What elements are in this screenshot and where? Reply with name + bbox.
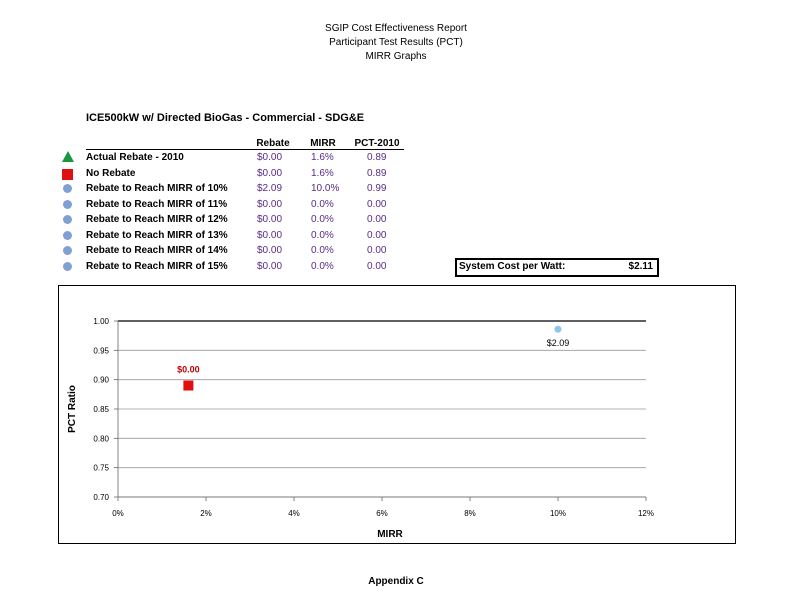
row-pct-value: 0.00 — [367, 198, 387, 210]
data-point-square — [183, 381, 193, 391]
row-pct-value: 0.89 — [367, 152, 387, 163]
y-tick-label: 0.75 — [93, 463, 109, 473]
row-pct-value: 0.00 — [367, 245, 387, 256]
row-pct-value: 0.89 — [367, 167, 387, 179]
row-rebate-value: $0.00 — [257, 229, 283, 241]
y-tick-label: 0.85 — [93, 405, 109, 414]
x-tick-label: 6% — [376, 509, 388, 518]
report-title-line-1: SGIP Cost Effectiveness Report — [325, 23, 467, 34]
row-rebate-value: $0.00 — [257, 214, 283, 225]
x-axis-title: MIRR — [377, 529, 403, 540]
row-mirr-value: 0.0% — [311, 214, 334, 225]
row-label: Actual Rebate - 2010 — [86, 152, 184, 163]
row-label: Rebate to Reach MIRR of 13% — [86, 229, 228, 241]
row-mirr-value: 0.0% — [311, 245, 334, 256]
row-rebate-value: $0.00 — [257, 245, 283, 256]
row-mirr-value: 1.6% — [311, 152, 334, 163]
header-pct: PCT-2010 — [354, 138, 400, 149]
row-mirr-value: 1.6% — [311, 167, 334, 179]
row-rebate-value: $2.09 — [257, 183, 283, 194]
y-tick-label: 0.70 — [93, 493, 109, 502]
x-tick-label: 0% — [112, 509, 124, 518]
x-tick-label: 2% — [200, 509, 212, 518]
system-cost-value: $2.11 — [628, 261, 653, 272]
row-label: Rebate to Reach MIRR of 10% — [86, 183, 228, 194]
report-title-line-2: Participant Test Results (PCT) — [329, 37, 463, 48]
row-mirr-value: 0.0% — [311, 229, 334, 241]
x-tick-label: 8% — [464, 509, 476, 518]
x-tick-label: 12% — [637, 509, 655, 518]
row-rebate-value: $0.00 — [257, 260, 283, 272]
report-title-line-3: MIRR Graphs — [365, 51, 427, 62]
row-rebate-value: $0.00 — [257, 198, 283, 210]
x-tick-label: 4% — [288, 509, 300, 518]
row-mirr-value: 10.0% — [311, 183, 340, 194]
row-pct-value: 0.99 — [367, 183, 387, 194]
row-label: Rebate to Reach MIRR of 15% — [86, 260, 228, 272]
row-label: No Rebate — [86, 167, 136, 179]
data-point-circle — [555, 326, 562, 333]
row-label: Rebate to Reach MIRR of 14% — [86, 245, 228, 256]
header-rebate: Rebate — [256, 138, 290, 149]
row-label: Rebate to Reach MIRR of 11% — [86, 198, 228, 210]
row-mirr-value: 0.0% — [311, 260, 334, 272]
chart-subtitle: ICE500kW w/ Directed BioGas - Commercial - SDG&E — [86, 112, 365, 124]
data-point-label: $0.00 — [177, 364, 200, 375]
row-mirr-value: 0.0% — [311, 198, 334, 210]
data-point-label: $2.09 — [546, 338, 570, 349]
y-tick-label: 1.00 — [93, 317, 109, 326]
y-tick-label: 0.80 — [93, 434, 109, 444]
row-label: Rebate to Reach MIRR of 12% — [86, 214, 228, 225]
row-rebate-value: $0.00 — [257, 167, 283, 179]
y-tick-label: 0.95 — [93, 346, 109, 356]
header-mirr: MIRR — [310, 138, 336, 149]
y-tick-label: 0.90 — [93, 375, 109, 385]
row-pct-value: 0.00 — [367, 229, 387, 241]
row-pct-value: 0.00 — [367, 214, 387, 225]
y-axis-title: PCT Ratio — [67, 385, 78, 433]
footer-appendix: Appendix C — [368, 576, 424, 587]
system-cost-label: System Cost per Watt: — [459, 261, 566, 272]
x-tick-label: 10% — [549, 509, 567, 518]
row-pct-value: 0.00 — [367, 260, 387, 272]
row-rebate-value: $0.00 — [257, 152, 283, 163]
